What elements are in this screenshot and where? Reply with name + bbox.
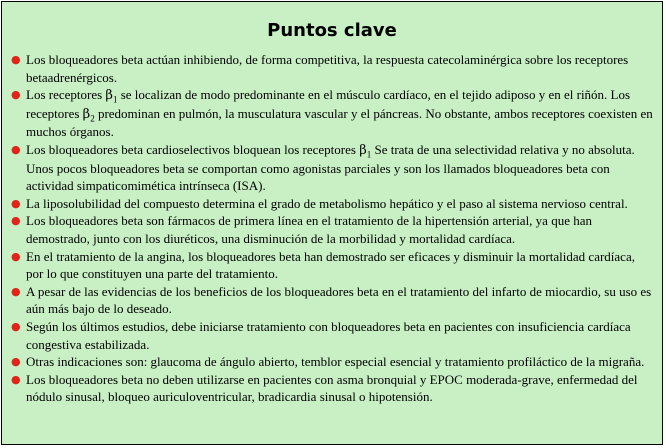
- point-text: Los bloqueadores beta actúan inhibiendo, de forma competitiva, la respuesta catecolaminérgica sobre los receptores betaadrenérgicos.: [26, 52, 629, 85]
- list-item: [2, 283, 662, 318]
- beta-symbol: β: [105, 88, 113, 104]
- bullet-icon: ●: [11, 249, 21, 263]
- list-item: [2, 248, 662, 283]
- bullet-icon: ●: [11, 196, 21, 210]
- list-item: [2, 353, 662, 371]
- subscript: 2: [90, 113, 95, 124]
- point-text-part: Los bloqueadores beta cardioselectivos bloquean los receptores: [26, 141, 360, 157]
- subscript: 1: [366, 149, 372, 160]
- bullet-icon: ●: [11, 88, 21, 102]
- list-item: [2, 371, 662, 406]
- bullet-icon: ●: [11, 355, 21, 369]
- bullet-icon: ●: [11, 372, 21, 386]
- beta-symbol: β: [359, 142, 367, 158]
- point-text-part: predominan en pulmón, la musculatura vascular y el páncreas. No obstante, ambos receptores coexisten en muchos órganos.: [26, 105, 653, 140]
- bullet-icon: ●: [11, 53, 21, 66]
- point-text: La liposolubilidad del compuesto determina el grado de metabolismo hepático y el paso al sistema nervioso central.: [26, 195, 628, 211]
- list-item: [2, 51, 662, 86]
- list-item: [2, 141, 662, 195]
- bullet-icon: ●: [11, 142, 21, 156]
- point-text-part: Se trata de una selectividad relativa y no absoluta. Unos pocos bloqueadores beta se comportan como agonistas parciales y son los llamados bloqueadores beta con actividad simpaticomimética intrínseca (ISA).: [26, 141, 635, 194]
- point-text: A pesar de las evidencias de los beneficios de los bloqueadores beta en el tratamiento del infarto de miocardio, su uso es aún más bajo de lo deseado.: [26, 283, 652, 317]
- point-text: En el tratamiento de la angina, los bloqueadores beta han demostrado ser eficaces y disminuir la mortalidad cardíaca, por lo que constituyen una parte del tratamiento.: [26, 248, 635, 282]
- list-item: [2, 318, 662, 353]
- bullet-icon: ●: [11, 319, 21, 333]
- list-item: [2, 212, 662, 247]
- subscript: 1: [112, 94, 118, 105]
- beta-symbol: β: [82, 106, 91, 122]
- point-text: Los bloqueadores beta son fármacos de primera línea en el tratamiento de la hipertensión arterial, ya que han demostrado, junto con los diuréticos, una disminución de la morbilidad y mortalidad cardíaca.: [26, 213, 592, 246]
- point-text: Otras indicaciones son: glaucoma de ángulo abierto, temblor especial esencial y tratamiento profiláctico de la migraña.: [26, 354, 645, 370]
- bullet-icon: ●: [11, 214, 21, 228]
- box-title: Puntos clave: [267, 20, 397, 41]
- list-item: [2, 86, 662, 141]
- point-text-part: se localizan de modo predominante en el músculo cardíaco, en el tejido adiposo y en el riñón. Los receptores: [26, 87, 631, 121]
- key-points-list: [2, 51, 662, 406]
- point-text: Según los últimos estudios, debe iniciarse tratamiento con bloqueadores beta en pacientes con insuficiencia cardíaca congestiva estabilizada.: [26, 318, 631, 352]
- key-points-box: [1, 1, 663, 445]
- bullet-icon: ●: [11, 284, 21, 298]
- point-text-part: Los receptores: [26, 87, 106, 103]
- point-text: Los bloqueadores beta no deben utilizarse en pacientes con asma bronquial y EPOC moderada-grave, enfermedad del nódulo sinusal, bloqueo auriculoventricular, bradicardia sinusal o hipotensión.: [26, 371, 638, 405]
- list-item: [2, 195, 662, 213]
